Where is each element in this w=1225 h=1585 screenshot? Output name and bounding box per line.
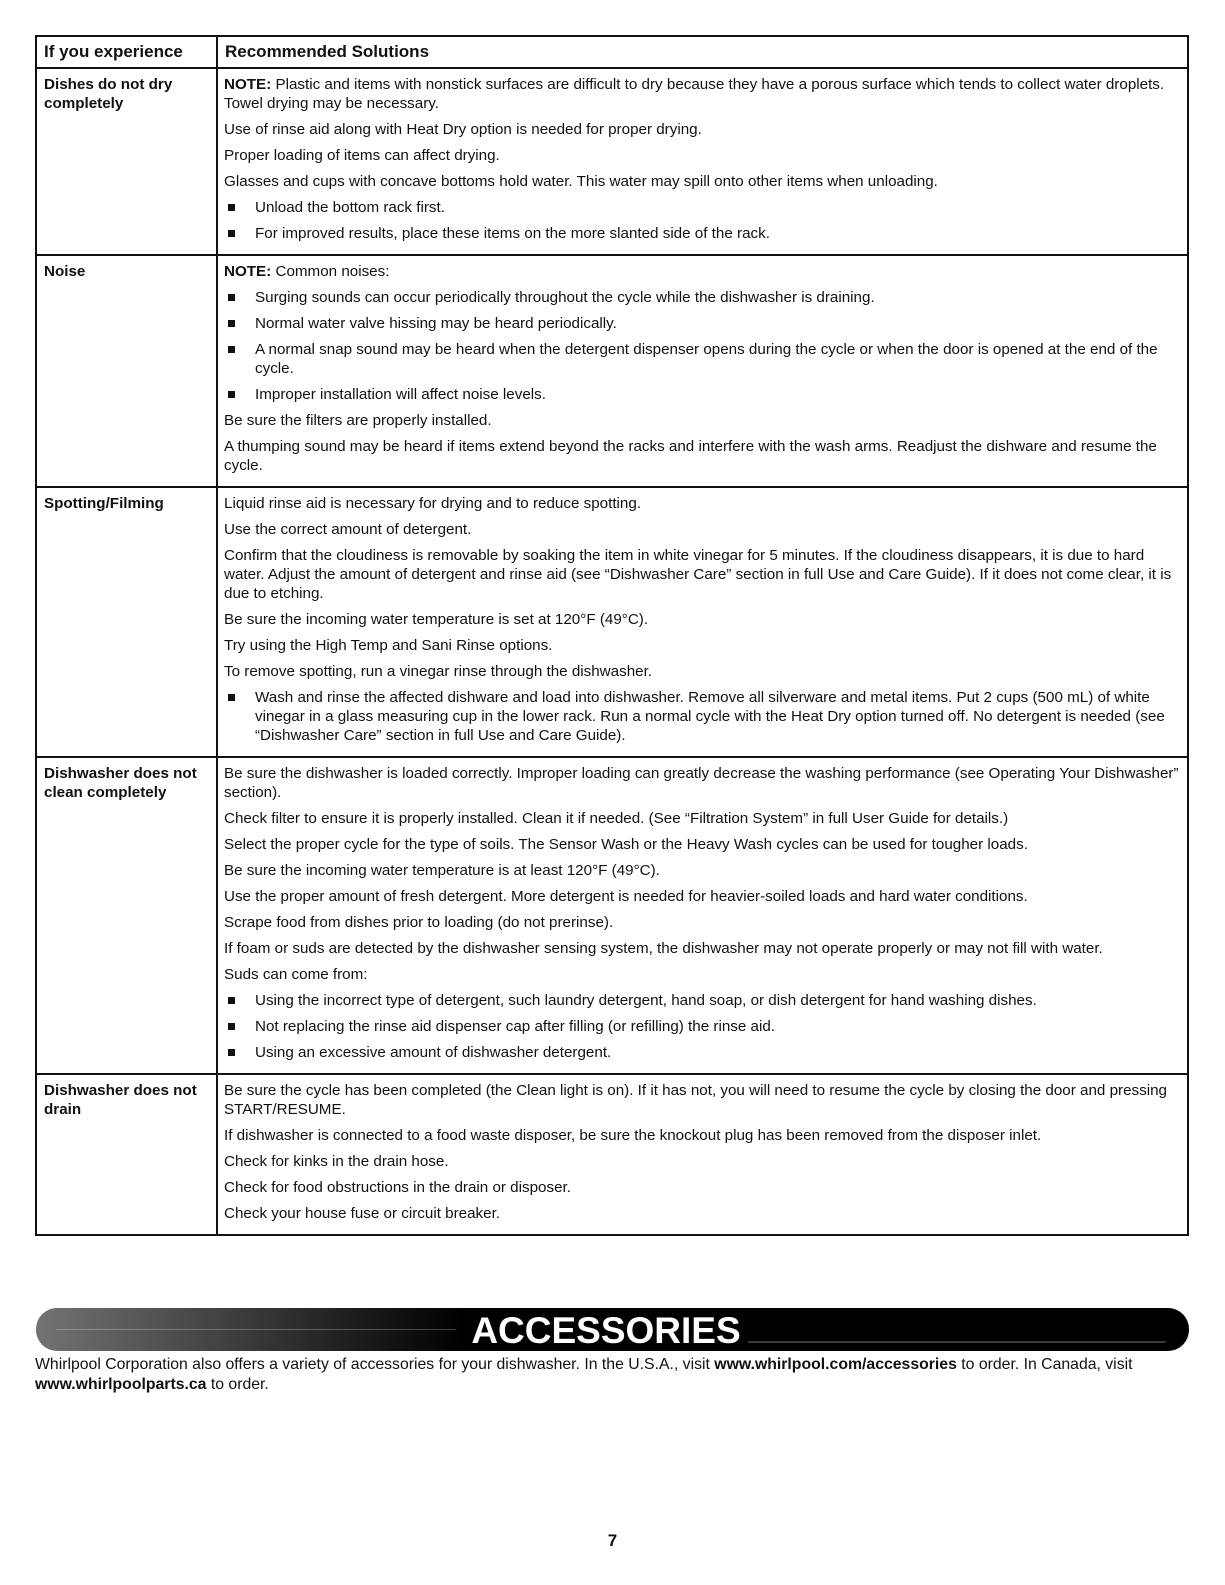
bullet-text: Normal water valve hissing may be heard periodically.: [255, 315, 617, 332]
solution-paragraph: Liquid rinse aid is necessary for drying and to reduce spotting.: [224, 495, 642, 512]
bullet-square-icon: [228, 1023, 235, 1030]
solution-paragraph: Use the proper amount of fresh detergent. More detergent is needed for heavier-soiled loads and hard water conditions.: [224, 888, 1028, 905]
bullet-square-icon: [228, 694, 235, 701]
note-label: NOTE:: [224, 263, 272, 280]
solution-paragraph: Check filter to ensure it is properly installed. Clean it if needed. (See “Filtration System” in full User Guide for details.): [224, 810, 1009, 827]
accessories-paragraph: [35, 1355, 1185, 1395]
bullet-text: A normal snap sound may be heard when the detergent dispenser opens during the cycle or when the door is opened at the end of the cycle.: [255, 341, 1158, 377]
bullet-text: Wash and rinse the affected dishware and load into dishwasher. Remove all silverware and metal items. Put 2 cups (500 mL) of white vinegar in a glass measuring cup in the lower rack. Run a normal cycle with the Heat Dry option turned off. No detergent is needed (see “Dishwasher Care” section in full Use and Care Guide).: [255, 689, 1165, 744]
table-row: [36, 255, 1188, 487]
note-paragraph: [224, 262, 1181, 281]
bullet-square-icon: [228, 997, 235, 1004]
table-row: [36, 487, 1188, 757]
solution-paragraph: If dishwasher is connected to a food waste disposer, be sure the knockout plug has been removed from the disposer inlet.: [224, 1127, 1042, 1144]
solution-cell: [217, 255, 1188, 487]
solution-cell: [217, 487, 1188, 757]
column-header-solutions: Recommended Solutions: [217, 36, 1188, 68]
bullet-item: [224, 340, 1181, 378]
bullet-item: [224, 314, 1181, 333]
table-header-row: [36, 36, 1188, 68]
solution-paragraph: Confirm that the cloudiness is removable by soaking the item in white vinegar for 5 minutes. If the cloudiness disappears, it is due to hard water. Adjust the amount of detergent and rinse aid (see “Dishwasher Care” section in full Use and Care Guide). If it does not come clear, it is due to etching.: [224, 547, 1172, 602]
bullet-item: [224, 1043, 1181, 1062]
bullet-square-icon: [228, 320, 235, 327]
bullet-square-icon: [228, 1049, 235, 1056]
accessories-text-3: to order.: [206, 1376, 269, 1393]
solution-paragraph: Use the correct amount of detergent.: [224, 521, 472, 538]
bullet-item: [224, 688, 1181, 745]
solution-paragraph: If foam or suds are detected by the dishwasher sensing system, the dishwasher may not operate properly or may not fill with water.: [224, 940, 1103, 957]
table-row: [36, 68, 1188, 255]
accessories-link-us[interactable]: www.whirlpool.com/accessories: [714, 1356, 957, 1373]
note-text: Plastic and items with nonstick surfaces are difficult to dry because they have a porous surface which tends to collect water droplets. Towel drying may be necessary.: [224, 76, 1165, 112]
table-body: [36, 68, 1188, 1235]
accessories-banner: [36, 1308, 1189, 1351]
bullet-item: [224, 1017, 1181, 1036]
solution-paragraph: Try using the High Temp and Sani Rinse options.: [224, 637, 553, 654]
note-text: Common noises:: [275, 263, 390, 280]
issue-cell: Noise: [36, 255, 217, 487]
solution-cell: [217, 757, 1188, 1074]
bullet-item: [224, 224, 1181, 243]
solution-paragraph: Scrape food from dishes prior to loading (do not prerinse).: [224, 914, 614, 931]
bullet-item: [224, 288, 1181, 307]
solution-paragraph: Check for food obstructions in the drain or disposer.: [224, 1179, 571, 1196]
issue-cell: Dishwasher does not drain: [36, 1074, 217, 1235]
bullet-item: [224, 198, 1181, 217]
bullet-text: Improper installation will affect noise levels.: [255, 386, 546, 403]
solution-paragraph: Be sure the dishwasher is loaded correctly. Improper loading can greatly decrease the washing performance (see Operating Your Dishwasher” section).: [224, 765, 1179, 801]
bullet-text: Surging sounds can occur periodically throughout the cycle while the dishwasher is draining.: [255, 289, 875, 306]
solution-paragraph: Be sure the cycle has been completed (the Clean light is on). If it has not, you will need to resume the cycle by closing the door and pressing START/RESUME.: [224, 1082, 1167, 1118]
solution-paragraph: Suds can come from:: [224, 966, 368, 983]
solution-paragraph: A thumping sound may be heard if items extend beyond the racks and interfere with the wash arms. Readjust the dishware and resume the cycle.: [224, 438, 1157, 474]
issue-cell: Spotting/Filming: [36, 487, 217, 757]
bullet-square-icon: [228, 204, 235, 211]
column-header-issue: If you experience: [36, 36, 217, 68]
troubleshooting-table: [35, 35, 1189, 1236]
solution-paragraph: To remove spotting, run a vinegar rinse through the dishwasher.: [224, 663, 653, 680]
solution-paragraph: Proper loading of items can affect drying.: [224, 147, 500, 164]
solution-paragraph: Use of rinse aid along with Heat Dry option is needed for proper drying.: [224, 121, 702, 138]
solution-paragraph: Check for kinks in the drain hose.: [224, 1153, 449, 1170]
solution-paragraph: Be sure the incoming water temperature is set at 120°F (49°C).: [224, 611, 649, 628]
solution-paragraph: Check your house fuse or circuit breaker.: [224, 1205, 501, 1222]
accessories-text-2: to order. In Canada, visit: [956, 1356, 1133, 1373]
issue-cell: Dishwasher does not clean completely: [36, 757, 217, 1074]
bullet-square-icon: [228, 230, 235, 237]
bullet-text: Not replacing the rinse aid dispenser cap after filling (or refilling) the rinse aid.: [255, 1018, 776, 1035]
bullet-text: Using the incorrect type of detergent, such laundry detergent, hand soap, or dish detergent for hand washing dishes.: [255, 992, 1037, 1009]
table-row: [36, 1074, 1188, 1235]
bullet-text: For improved results, place these items on the more slanted side of the rack.: [255, 225, 770, 242]
table-row: [36, 757, 1188, 1074]
note-paragraph: [224, 75, 1181, 113]
note-label: NOTE:: [224, 76, 272, 93]
bullet-item: [224, 991, 1181, 1010]
solution-paragraph: Glasses and cups with concave bottoms hold water. This water may spill onto other items when unloading.: [224, 173, 938, 190]
page-number: 7: [607, 1531, 618, 1550]
solution-cell: [217, 68, 1188, 255]
bullet-text: Unload the bottom rack first.: [255, 199, 445, 216]
solution-paragraph: Be sure the filters are properly installed.: [224, 412, 492, 429]
accessories-text-1: Whirlpool Corporation also offers a variety of accessories for your dishwasher. In the U.S.A., visit: [35, 1356, 715, 1373]
bullet-square-icon: [228, 294, 235, 301]
solution-paragraph: Select the proper cycle for the type of soils. The Sensor Wash or the Heavy Wash cycles can be used for tougher loads.: [224, 836, 1028, 853]
bullet-square-icon: [228, 346, 235, 353]
accessories-link-canada[interactable]: www.whirlpoolparts.ca: [35, 1376, 207, 1393]
bullet-text: Using an excessive amount of dishwasher detergent.: [255, 1044, 612, 1061]
issue-cell: Dishes do not dry completely: [36, 68, 217, 255]
bullet-square-icon: [228, 391, 235, 398]
bullet-item: [224, 385, 1181, 404]
solution-cell: [217, 1074, 1188, 1235]
accessories-heading: ACCESSORIES: [471, 1310, 741, 1351]
solution-paragraph: Be sure the incoming water temperature is at least 120°F (49°C).: [224, 862, 660, 879]
